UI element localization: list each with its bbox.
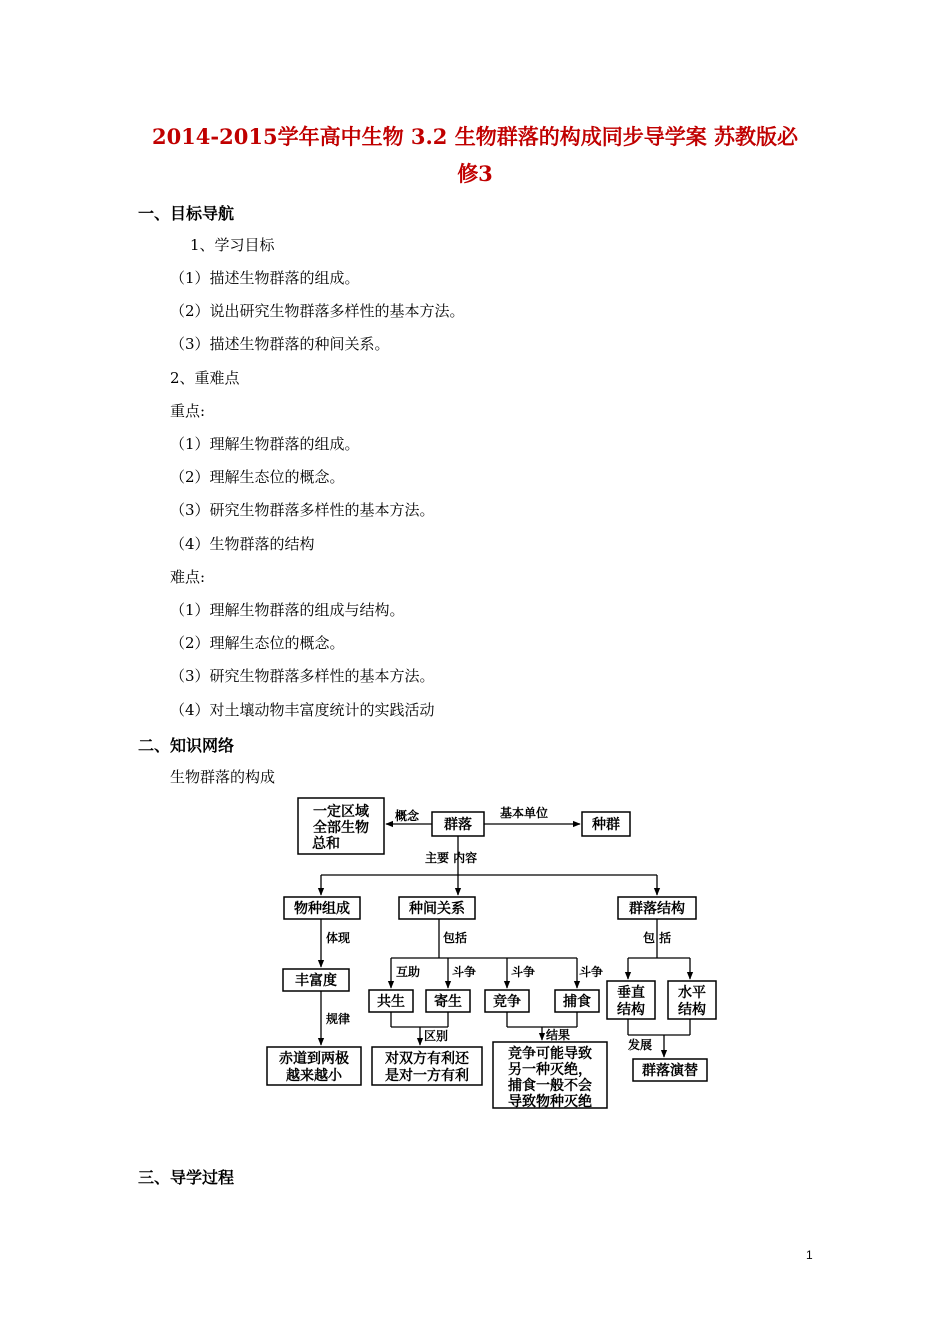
difficulty-item: （3）研究生物群落多样性的基本方法。	[170, 667, 435, 685]
include-label: 包括	[443, 931, 468, 945]
section3-heading: 三、导学过程	[138, 1168, 235, 1187]
key-point-item: （2）理解生态位的概念。	[170, 468, 345, 486]
goal-item: （1）描述生物群落的组成。	[170, 269, 360, 287]
difference-text: 对双方有利还	[385, 1051, 469, 1067]
community-text: 群落	[444, 817, 472, 833]
mutual-label: 互助	[396, 965, 421, 979]
basic-unit-label: 基本单位	[500, 806, 549, 820]
richness-text: 丰富度	[295, 973, 337, 989]
section2-heading: 二、知识网络	[138, 736, 235, 755]
goal-item: （3）描述生物群落的种间关系。	[170, 335, 390, 353]
page-number: 1	[806, 1248, 813, 1262]
gradient-text: 越来越小	[286, 1068, 342, 1084]
doc-title-line2: 修3	[457, 161, 493, 186]
key-points-label: 重点:	[170, 402, 206, 420]
goals-subheading: 1、学习目标	[190, 236, 275, 254]
goal-item: （2）说出研究生物群落多样性的基本方法。	[170, 302, 465, 320]
fight-label: 斗争	[579, 965, 604, 979]
competition-text: 竞争	[493, 994, 521, 1010]
result-text: 另一种灭绝，	[508, 1062, 592, 1078]
symbiosis-text: 共生	[377, 994, 405, 1010]
diagram-caption: 生物群落的构成	[170, 768, 276, 786]
predation-text: 捕食	[563, 994, 591, 1010]
difficulty-item: （1）理解生物群落的组成与结构。	[170, 601, 405, 619]
region-text: 总和	[312, 836, 340, 852]
result-text: 竞争可能导致	[508, 1046, 592, 1062]
structure-text: 群落结构	[629, 901, 685, 917]
vertical-text: 结构	[617, 1002, 645, 1018]
key-point-item: （1）理解生物群落的组成。	[170, 435, 360, 453]
parasitism-text: 寄生	[434, 994, 462, 1010]
region-text: 一定区域	[313, 804, 369, 820]
knowledge-network-diagram	[0, 790, 950, 1120]
key-point-item: （3）研究生物群落多样性的基本方法。	[170, 501, 435, 519]
law-label: 规律	[326, 1012, 351, 1026]
interspecific-text: 种间关系	[409, 901, 465, 917]
section1-heading: 一、目标导航	[138, 204, 235, 223]
difference-label: 区别	[424, 1029, 449, 1043]
doc-title-line1: 2014-2015学年高中生物 3.2 生物群落的构成同步导学案 苏教版必	[151, 124, 799, 149]
embody-label: 体现	[326, 931, 351, 945]
succession-text: 群落演替	[642, 1063, 698, 1079]
difficulty-label: 难点:	[170, 568, 206, 586]
fight-label: 斗争	[452, 965, 477, 979]
main-content-label: 主要 内容	[425, 851, 478, 865]
key-difficulty-subheading: 2、重难点	[170, 369, 240, 387]
vertical-text: 垂直	[617, 985, 645, 1001]
species-comp-text: 物种组成	[294, 901, 350, 917]
develop-label: 发展	[628, 1038, 653, 1052]
result-text: 捕食一般不会	[508, 1078, 592, 1094]
difficulty-item: （4）对土壤动物丰富度统计的实践活动	[170, 701, 435, 719]
horizontal-text: 结构	[678, 1002, 706, 1018]
result-text: 导致物种灭绝	[508, 1094, 592, 1110]
horizontal-text: 水平	[678, 985, 706, 1001]
concept-label: 概念	[395, 809, 420, 823]
include-label: 包 括	[643, 931, 672, 945]
fight-label: 斗争	[511, 965, 536, 979]
difference-text: 是对一方有利	[385, 1068, 469, 1084]
gradient-text: 赤道到两极	[279, 1051, 349, 1067]
result-label: 结果	[546, 1028, 571, 1042]
population-text: 种群	[592, 817, 620, 833]
difficulty-item: （2）理解生态位的概念。	[170, 634, 345, 652]
key-point-item: （4）生物群落的结构	[170, 535, 315, 553]
region-text: 全部生物	[313, 820, 369, 836]
